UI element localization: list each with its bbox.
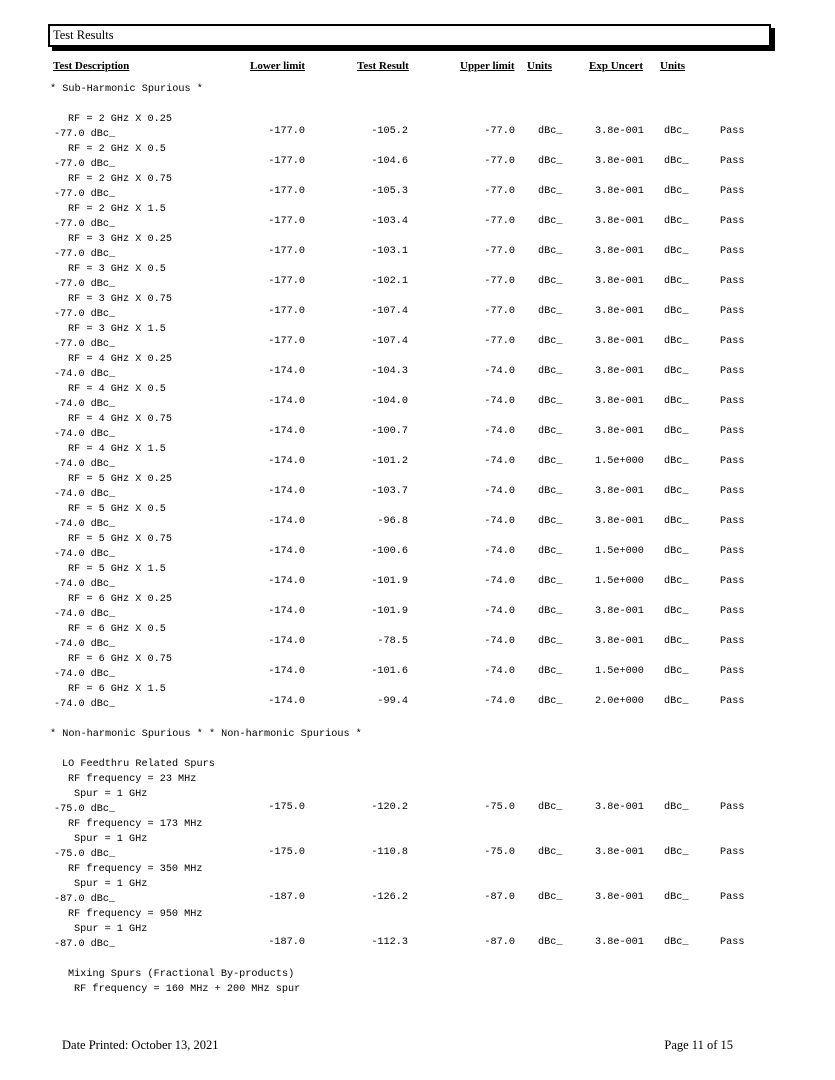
cell-upper-limit: -74.0	[484, 666, 515, 677]
cell-spec: -74.0 dBc_	[54, 489, 116, 500]
cell-exp-uncert: 3.8e-001	[595, 847, 644, 858]
cell-upper-limit: -74.0	[484, 636, 515, 647]
cell-units-2: dBc_	[664, 396, 689, 407]
cell-description: RF = 6 GHz X 0.25	[68, 594, 172, 605]
section-lo-feedthru: LO Feedthru Related Spurs	[62, 759, 215, 770]
cell-spur: Spur = 1 GHz	[74, 789, 148, 800]
cell-spec: -77.0 dBc_	[54, 219, 116, 230]
cell-exp-uncert: 3.8e-001	[595, 892, 644, 903]
cell-spec: -77.0 dBc_	[54, 309, 116, 320]
cell-exp-uncert: 2.0e+000	[595, 696, 644, 707]
cell-description: RF = 2 GHz X 0.25	[68, 114, 172, 125]
cell-description: RF = 6 GHz X 0.75	[68, 654, 172, 665]
cell-units-2: dBc_	[664, 366, 689, 377]
cell-lower-limit: -174.0	[268, 666, 305, 677]
cell-upper-limit: -74.0	[484, 516, 515, 527]
cell-units: dBc_	[538, 486, 563, 497]
cell-status: Pass	[720, 396, 745, 407]
cell-description: RF = 5 GHz X 0.75	[68, 534, 172, 545]
cell-upper-limit: -77.0	[484, 246, 515, 257]
cell-rf-frequency: RF frequency = 173 MHz	[68, 819, 203, 830]
cell-status: Pass	[720, 336, 745, 347]
cell-upper-limit: -74.0	[484, 606, 515, 617]
cell-exp-uncert: 3.8e-001	[595, 606, 644, 617]
cell-units-2: dBc_	[664, 186, 689, 197]
cell-lower-limit: -174.0	[268, 546, 305, 557]
cell-upper-limit: -87.0	[484, 937, 515, 948]
header-lower-limit: Lower limit	[250, 60, 306, 72]
cell-spec: -74.0 dBc_	[54, 699, 116, 710]
cell-units: dBc_	[538, 696, 563, 707]
cell-exp-uncert: 1.5e+000	[595, 576, 644, 587]
cell-units-2: dBc_	[664, 126, 689, 137]
cell-test-result: -105.2	[371, 126, 408, 137]
cell-units: dBc_	[538, 546, 563, 557]
header-units-2: Units	[660, 60, 686, 72]
cell-status: Pass	[720, 426, 745, 437]
cell-lower-limit: -174.0	[268, 366, 305, 377]
cell-spec: -87.0 dBc_	[54, 939, 116, 950]
cell-status: Pass	[720, 486, 745, 497]
cell-lower-limit: -187.0	[268, 937, 305, 948]
cell-test-result: -100.6	[371, 546, 408, 557]
cell-description: RF = 2 GHz X 0.5	[68, 144, 166, 155]
cell-units: dBc_	[538, 396, 563, 407]
cell-upper-limit: -77.0	[484, 306, 515, 317]
cell-test-result: -103.7	[371, 486, 408, 497]
cell-test-result: -107.4	[371, 336, 408, 347]
cell-spec: -77.0 dBc_	[54, 339, 116, 350]
cell-test-result: -101.9	[371, 576, 408, 587]
cell-status: Pass	[720, 516, 745, 527]
cell-exp-uncert: 3.8e-001	[595, 937, 644, 948]
cell-description: RF = 2 GHz X 0.75	[68, 174, 172, 185]
cell-upper-limit: -74.0	[484, 426, 515, 437]
cell-spec: -75.0 dBc_	[54, 849, 116, 860]
cell-upper-limit: -74.0	[484, 456, 515, 467]
cell-units: dBc_	[538, 126, 563, 137]
cell-status: Pass	[720, 456, 745, 467]
cell-units: dBc_	[538, 636, 563, 647]
cell-lower-limit: -177.0	[268, 186, 305, 197]
page-title: Test Results	[53, 28, 114, 42]
cell-upper-limit: -75.0	[484, 847, 515, 858]
cell-description: RF = 6 GHz X 1.5	[68, 684, 166, 695]
cell-units-2: dBc_	[664, 892, 689, 903]
cell-lower-limit: -177.0	[268, 336, 305, 347]
cell-spec: -77.0 dBc_	[54, 129, 116, 140]
cell-lower-limit: -174.0	[268, 636, 305, 647]
cell-test-result: -99.4	[377, 696, 408, 707]
cell-upper-limit: -74.0	[484, 396, 515, 407]
cell-rf-frequency: RF frequency = 23 MHz	[68, 774, 197, 785]
cell-exp-uncert: 3.8e-001	[595, 426, 644, 437]
cell-status: Pass	[720, 606, 745, 617]
cell-status: Pass	[720, 306, 745, 317]
cell-lower-limit: -174.0	[268, 696, 305, 707]
cell-upper-limit: -77.0	[484, 336, 515, 347]
title-box	[48, 24, 771, 47]
cell-test-result: -104.6	[371, 156, 408, 167]
footer-page-number: Page 11 of 15	[664, 1038, 733, 1052]
cell-exp-uncert: 3.8e-001	[595, 396, 644, 407]
cell-test-result: -101.6	[371, 666, 408, 677]
cell-spec: -87.0 dBc_	[54, 894, 116, 905]
cell-description: RF = 2 GHz X 1.5	[68, 204, 166, 215]
cell-test-result: -110.8	[371, 847, 408, 858]
cell-lower-limit: -187.0	[268, 892, 305, 903]
cell-status: Pass	[720, 186, 745, 197]
cell-lower-limit: -174.0	[268, 456, 305, 467]
cell-status: Pass	[720, 937, 745, 948]
cell-upper-limit: -74.0	[484, 696, 515, 707]
cell-upper-limit: -77.0	[484, 216, 515, 227]
cell-test-result: -78.5	[377, 636, 408, 647]
cell-units-2: dBc_	[664, 486, 689, 497]
cell-description: RF = 5 GHz X 0.25	[68, 474, 172, 485]
cell-lower-limit: -177.0	[268, 216, 305, 227]
cell-exp-uncert: 3.8e-001	[595, 186, 644, 197]
cell-test-result: -120.2	[371, 802, 408, 813]
cell-test-result: -96.8	[377, 516, 408, 527]
cell-status: Pass	[720, 216, 745, 227]
cell-units-2: dBc_	[664, 546, 689, 557]
cell-status: Pass	[720, 546, 745, 557]
header-upper-limit: Upper limit	[460, 60, 515, 72]
cell-spec: -74.0 dBc_	[54, 549, 116, 560]
cell-lower-limit: -174.0	[268, 516, 305, 527]
header-units: Units	[527, 60, 553, 72]
cell-test-result: -100.7	[371, 426, 408, 437]
cell-description: RF = 3 GHz X 0.25	[68, 234, 172, 245]
cell-description: RF = 6 GHz X 0.5	[68, 624, 166, 635]
cell-status: Pass	[720, 276, 745, 287]
cell-spec: -74.0 dBc_	[54, 369, 116, 380]
cell-status: Pass	[720, 636, 745, 647]
cell-test-result: -103.4	[371, 216, 408, 227]
cell-lower-limit: -174.0	[268, 576, 305, 587]
cell-spec: -74.0 dBc_	[54, 429, 116, 440]
section-mixing-spurs: Mixing Spurs (Fractional By-products)	[68, 969, 295, 980]
cell-lower-limit: -177.0	[268, 306, 305, 317]
cell-units: dBc_	[538, 216, 563, 227]
cell-lower-limit: -175.0	[268, 847, 305, 858]
cell-units-2: dBc_	[664, 216, 689, 227]
cell-units: dBc_	[538, 666, 563, 677]
cell-units: dBc_	[538, 186, 563, 197]
cell-status: Pass	[720, 696, 745, 707]
cell-test-result: -112.3	[371, 937, 408, 948]
cell-upper-limit: -77.0	[484, 276, 515, 287]
cell-exp-uncert: 3.8e-001	[595, 802, 644, 813]
cell-exp-uncert: 1.5e+000	[595, 666, 644, 677]
cell-status: Pass	[720, 666, 745, 677]
cell-lower-limit: -174.0	[268, 396, 305, 407]
cell-lower-limit: -177.0	[268, 276, 305, 287]
cell-status: Pass	[720, 802, 745, 813]
cell-units: dBc_	[538, 606, 563, 617]
cell-lower-limit: -177.0	[268, 246, 305, 257]
section-non-harmonic: * Non-harmonic Spurious * * Non-harmonic Spurious *	[50, 729, 362, 740]
cell-lower-limit: -174.0	[268, 606, 305, 617]
cell-upper-limit: -74.0	[484, 486, 515, 497]
cell-test-result: -102.1	[371, 276, 408, 287]
cell-spec: -77.0 dBc_	[54, 189, 116, 200]
cell-lower-limit: -177.0	[268, 156, 305, 167]
cell-units: dBc_	[538, 892, 563, 903]
cell-upper-limit: -74.0	[484, 546, 515, 557]
cell-exp-uncert: 1.5e+000	[595, 546, 644, 557]
cell-lower-limit: -175.0	[268, 802, 305, 813]
cell-units: dBc_	[538, 426, 563, 437]
cell-units-2: dBc_	[664, 426, 689, 437]
cell-units-2: dBc_	[664, 156, 689, 167]
cell-rf-frequency: RF frequency = 950 MHz	[68, 909, 203, 920]
cell-test-result: -101.2	[371, 456, 408, 467]
cell-units-2: dBc_	[664, 306, 689, 317]
cell-test-result: -101.9	[371, 606, 408, 617]
cell-description: RF = 5 GHz X 0.5	[68, 504, 166, 515]
cell-units-2: dBc_	[664, 456, 689, 467]
cell-exp-uncert: 3.8e-001	[595, 636, 644, 647]
cell-test-result: -104.3	[371, 366, 408, 377]
cell-units: dBc_	[538, 276, 563, 287]
cell-upper-limit: -77.0	[484, 126, 515, 137]
cell-description: RF = 4 GHz X 0.25	[68, 354, 172, 365]
cell-units: dBc_	[538, 366, 563, 377]
cell-exp-uncert: 3.8e-001	[595, 486, 644, 497]
cell-spec: -74.0 dBc_	[54, 579, 116, 590]
mixing-rf-frequency: RF frequency = 160 MHz + 200 MHz spur	[74, 984, 301, 995]
cell-units-2: dBc_	[664, 696, 689, 707]
cell-status: Pass	[720, 366, 745, 377]
cell-exp-uncert: 3.8e-001	[595, 516, 644, 527]
cell-units-2: dBc_	[664, 802, 689, 813]
cell-lower-limit: -174.0	[268, 426, 305, 437]
header-exp-uncert: Exp Uncert	[589, 60, 644, 72]
cell-test-result: -103.1	[371, 246, 408, 257]
cell-units-2: dBc_	[664, 516, 689, 527]
cell-upper-limit: -75.0	[484, 802, 515, 813]
cell-units-2: dBc_	[664, 666, 689, 677]
cell-upper-limit: -74.0	[484, 366, 515, 377]
cell-lower-limit: -177.0	[268, 126, 305, 137]
cell-spec: -74.0 dBc_	[54, 669, 116, 680]
cell-exp-uncert: 3.8e-001	[595, 246, 644, 257]
cell-spec: -75.0 dBc_	[54, 804, 116, 815]
cell-rf-frequency: RF frequency = 350 MHz	[68, 864, 203, 875]
cell-spec: -74.0 dBc_	[54, 519, 116, 530]
cell-exp-uncert: 3.8e-001	[595, 366, 644, 377]
cell-units: dBc_	[538, 576, 563, 587]
cell-upper-limit: -87.0	[484, 892, 515, 903]
cell-units: dBc_	[538, 802, 563, 813]
cell-exp-uncert: 3.8e-001	[595, 216, 644, 227]
cell-status: Pass	[720, 576, 745, 587]
cell-status: Pass	[720, 246, 745, 257]
cell-spur: Spur = 1 GHz	[74, 879, 148, 890]
cell-units: dBc_	[538, 456, 563, 467]
cell-spur: Spur = 1 GHz	[74, 924, 148, 935]
header-test-result: Test Result	[357, 60, 409, 72]
cell-status: Pass	[720, 156, 745, 167]
cell-exp-uncert: 3.8e-001	[595, 276, 644, 287]
cell-test-result: -126.2	[371, 892, 408, 903]
cell-spec: -77.0 dBc_	[54, 159, 116, 170]
cell-description: RF = 3 GHz X 1.5	[68, 324, 166, 335]
cell-test-result: -105.3	[371, 186, 408, 197]
cell-spec: -74.0 dBc_	[54, 609, 116, 620]
cell-spec: -77.0 dBc_	[54, 279, 116, 290]
cell-upper-limit: -77.0	[484, 186, 515, 197]
cell-status: Pass	[720, 126, 745, 137]
cell-units: dBc_	[538, 336, 563, 347]
cell-units: dBc_	[538, 937, 563, 948]
section-sub-harmonic: * Sub-Harmonic Spurious *	[50, 84, 203, 95]
cell-units-2: dBc_	[664, 606, 689, 617]
cell-exp-uncert: 3.8e-001	[595, 126, 644, 137]
cell-spur: Spur = 1 GHz	[74, 834, 148, 845]
cell-units-2: dBc_	[664, 636, 689, 647]
cell-upper-limit: -77.0	[484, 156, 515, 167]
cell-units-2: dBc_	[664, 246, 689, 257]
cell-status: Pass	[720, 892, 745, 903]
cell-description: RF = 4 GHz X 0.75	[68, 414, 172, 425]
cell-test-result: -104.0	[371, 396, 408, 407]
footer-date-printed: Date Printed: October 13, 2021	[62, 1038, 219, 1052]
cell-status: Pass	[720, 847, 745, 858]
cell-units: dBc_	[538, 847, 563, 858]
cell-units-2: dBc_	[664, 937, 689, 948]
cell-spec: -74.0 dBc_	[54, 639, 116, 650]
cell-units-2: dBc_	[664, 576, 689, 587]
cell-description: RF = 4 GHz X 0.5	[68, 384, 166, 395]
cell-spec: -74.0 dBc_	[54, 459, 116, 470]
cell-description: RF = 4 GHz X 1.5	[68, 444, 166, 455]
cell-units: dBc_	[538, 516, 563, 527]
cell-spec: -74.0 dBc_	[54, 399, 116, 410]
cell-test-result: -107.4	[371, 306, 408, 317]
cell-units-2: dBc_	[664, 847, 689, 858]
cell-units: dBc_	[538, 306, 563, 317]
cell-spec: -77.0 dBc_	[54, 249, 116, 260]
cell-lower-limit: -174.0	[268, 486, 305, 497]
cell-exp-uncert: 1.5e+000	[595, 456, 644, 467]
cell-description: RF = 3 GHz X 0.5	[68, 264, 166, 275]
cell-description: RF = 5 GHz X 1.5	[68, 564, 166, 575]
cell-units: dBc_	[538, 246, 563, 257]
cell-units-2: dBc_	[664, 336, 689, 347]
cell-exp-uncert: 3.8e-001	[595, 306, 644, 317]
cell-exp-uncert: 3.8e-001	[595, 156, 644, 167]
cell-exp-uncert: 3.8e-001	[595, 336, 644, 347]
cell-upper-limit: -74.0	[484, 576, 515, 587]
cell-units-2: dBc_	[664, 276, 689, 287]
cell-units: dBc_	[538, 156, 563, 167]
cell-description: RF = 3 GHz X 0.75	[68, 294, 172, 305]
header-test-description: Test Description	[53, 60, 130, 72]
